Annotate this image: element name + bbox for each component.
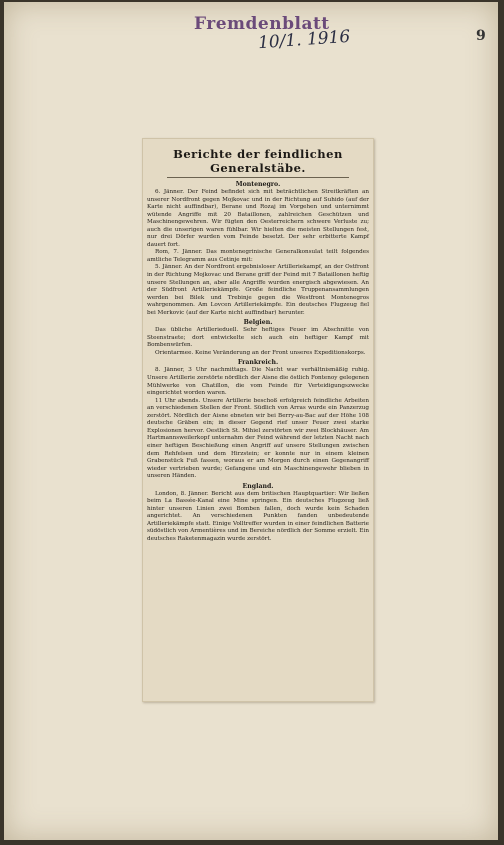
- paragraph: Rom, 7. Jänner. Das montenegrinische Generalkonsulat teilt folgendes amtliche Telegramm aus Cetinje mit:: [147, 249, 369, 263]
- section-england: [147, 483, 369, 544]
- paragraph: Das übliche Artillerieduell. Sehr heftiges Feuer im Abschnitte von Steenstraete; dort entwickelte sich auch ein heftiger Kampf mit Bombenwürfen.: [147, 327, 369, 349]
- section-belgien: [147, 319, 369, 357]
- title-rule: [167, 177, 349, 178]
- handwritten-date: 10/1. 1916: [257, 26, 351, 54]
- newspaper-stamp: Fremdenblatt: [194, 14, 330, 34]
- paragraph: 8. Jänner, 3 Uhr nachmittags. Die Nacht war verhältnismäßig ruhig. Unsere Artillerie zerstörte nördlich der Aisne die östlich Fontenoy gelegenen Mühlwerke von Chatillon, die vom Feinde für Verteidigungszwecke eingerichtet worden waren.: [147, 367, 369, 397]
- page-number: 9: [476, 28, 486, 44]
- section-heading: Frankreich.: [237, 359, 279, 367]
- paragraph: 11 Uhr abends. Unsere Artillerie beschoß erfolgreich feindliche Arbeiten an verschiedenen Stellen der Front. Südlich von Arras wurde ein Panzerzug zerstört. Nördlich der Aisne ebneten wir bei Berry-au-Bac auf der Höhe 108 deutsche Gräben ein; in dieser Gegend rief unser Feuer zwei starke Explosionen hervor. Oestlich St. Mihiel zerstörten wir zwei Blockhäuser. Am Hartmannsweilerkopf unternahm der Feind während der letzten Nacht nach einer heftigen Beschießung einen Angriff auf unsere Stellungen zwischen dem Rehfelsen und dem Hirzstein; er konnte nur in einem kleinen Grabenstück Fuß fassen, woraus er am Morgen durch einen Gegenangriff wieder vertrieben wurde; Gefangene und ein Maschinengewehr blieben in unseren Händen.: [147, 397, 369, 480]
- article-title: Berichte der feindlichen Generalstäbe.: [173, 147, 343, 175]
- section-heading: Belgien.: [243, 319, 273, 327]
- paragraph: Orientarmee. Keine Veränderung an der Front unseres Expeditionskorps.: [155, 349, 366, 356]
- archive-page: [4, 2, 498, 840]
- section-heading: Montenegro.: [235, 181, 281, 188]
- section-montenegro: [147, 181, 369, 317]
- paragraph: 5. Jänner. An der Nordfront ergebnisloser Artilleriekampf, an der Ostfront in der Richtung Mojkovac und Berane griff der Feind mit 7 Bataillonen heftig unsere Stellungen an, aber alle Angriffe wurden energisch abgewiesen. An der Südfront Artilleriekämpfe. Große feindliche Truppenansammlungen werden bei Bilek und Trebinje gegen die Westfront Montenegros wahrgenommen. Am Lovcen Artilleriekämpfe. Ein deutsches Flugzeug fiel bei Merkovic (auf der Karte nicht auffindbar) herunter.: [147, 264, 369, 316]
- paragraph: 6. Jänner. Der Feind befindet sich mit beträchtlichen Streitkräften an unserer Nordfront gegen Mojkovac und in der Richtung auf Suhido (auf der Karte nicht auffindbar), Berane und Rozaj im Vorgehen und unternimmt wütende Angriffe mit 20 Bataillonen, zahlreichen Geschützen und Maschinengewehren. Wir fügten den Oesterreichern schwere Verluste zu; auch die unserigen waren fühlbar. Wir hielten die meisten Stellungen fest, nur drei Dörfer wurden vom Feinde besetzt. Der sehr erbitterte Kampf dauert fort.: [147, 189, 369, 248]
- newspaper-clipping: [142, 138, 374, 702]
- paragraph: London, 8. Jänner. Bericht aus dem britischen Hauptquartier: Wir ließen beim La Bassée-Kanal eine Mine springen. Ein deutsches Flugzeug ließ hinter unseren Linien zwei Bomben fallen, doch wurde kein Schaden angerichtet. An verschiedenen Punkten fanden unbedeutende Artilleriekämpfe statt. Einige Volltreffer wurden in einer feindlichen Batterie südöstlich von Armentières und im Bereiche nördlich der Somme erzielt. Ein deutsches Raketenmagazin wurde zerstört.: [147, 490, 369, 542]
- section-heading: England.: [242, 482, 274, 490]
- section-frankreich: [147, 359, 369, 480]
